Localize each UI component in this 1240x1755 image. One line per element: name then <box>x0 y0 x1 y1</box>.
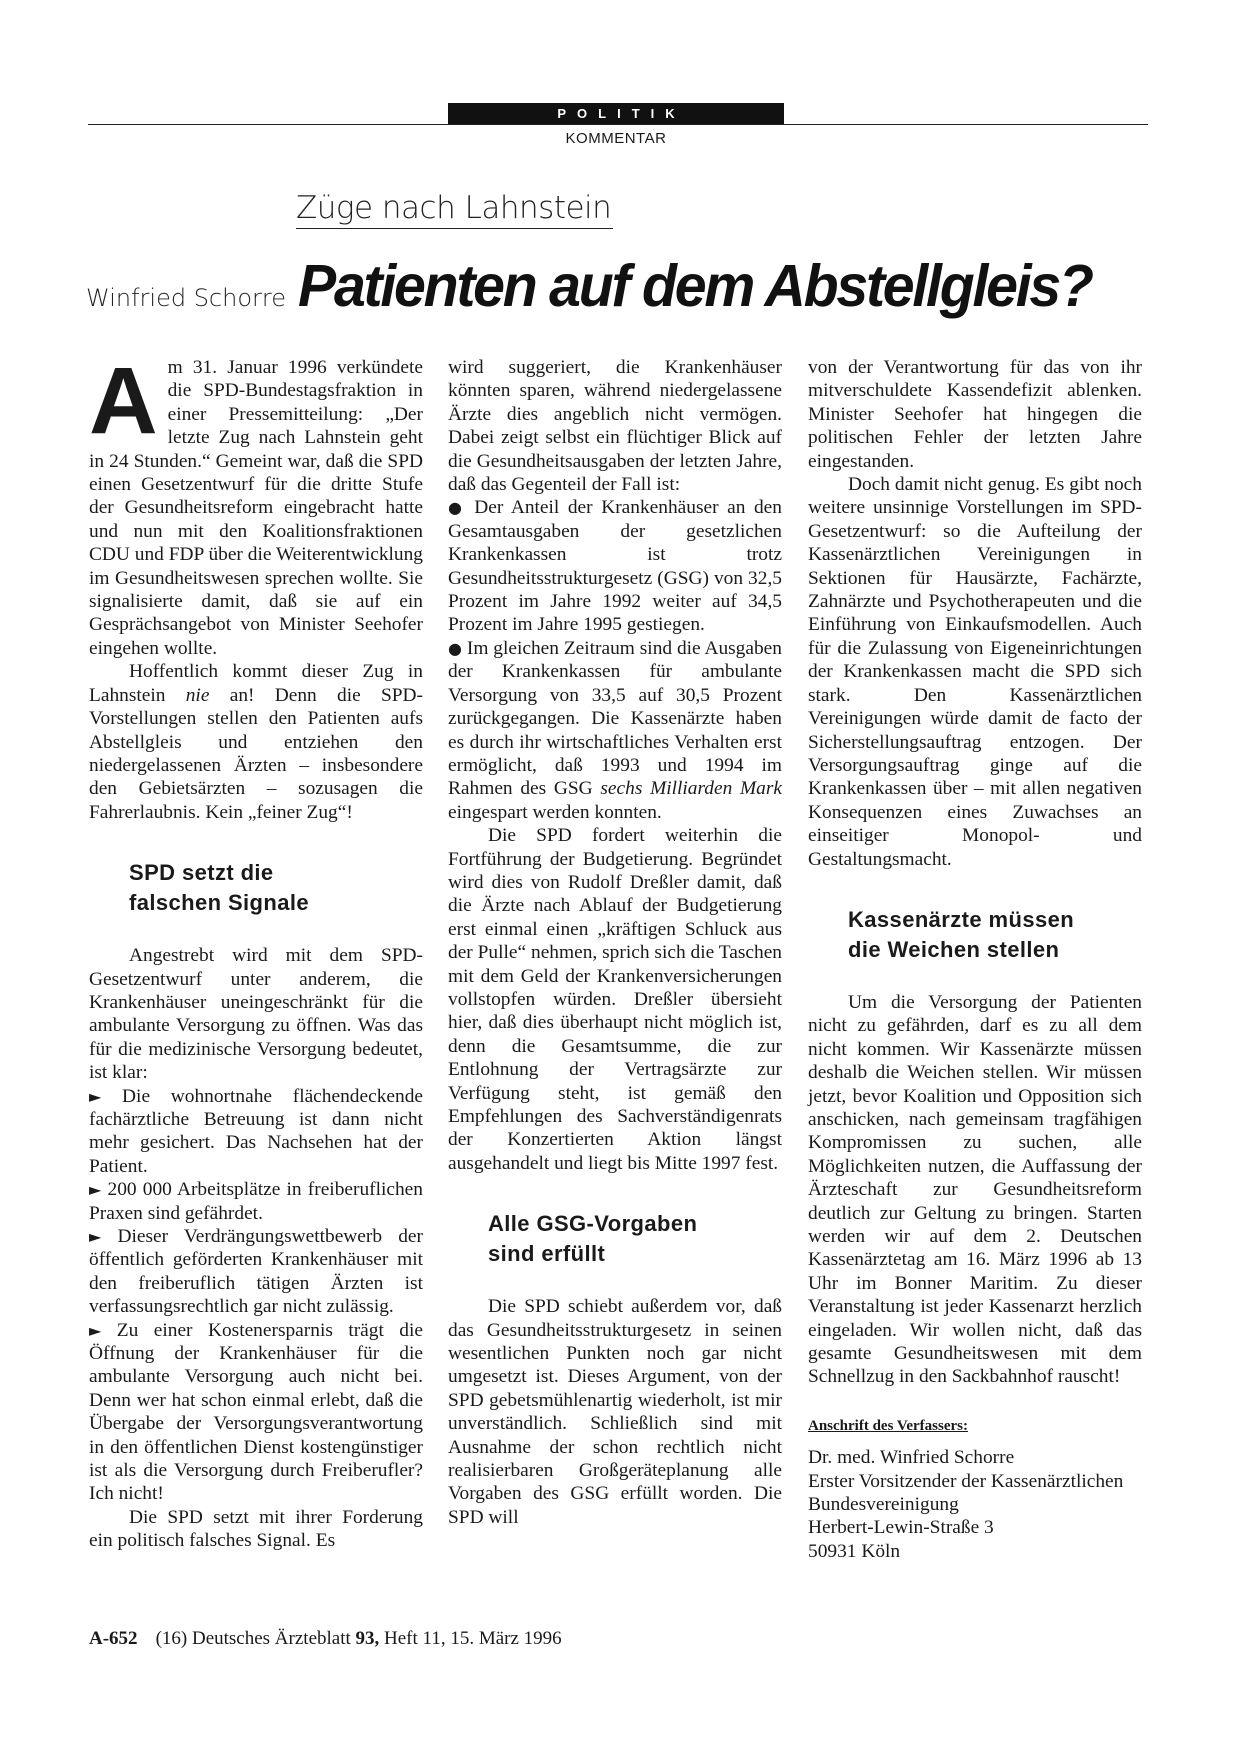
author-name: Winfried Schorre <box>86 284 286 312</box>
drop-cap: A <box>89 348 158 454</box>
article-headline: Patienten auf dem Abstellgleis? <box>298 253 1092 319</box>
page-footer <box>89 1628 562 1650</box>
paragraph: Die SPD fordert weiterhin die Fortführung der Budgetierung. Begründet wird dies von Rudolf Dreßler damit, daß die Ärzte nach Ablauf der Budgetierung erst einmal einen „kräftigen Schluck aus der Pulle“ nehmen, sprich sich die Taschen mit dem Geld der Krankenversicherungen vollstopfen würden. Dreßler übersieht hier, daß dies überhaupt nicht möglich ist, denn die Gesamtsumme, die zur Entlohnung der Vertragsärzte zur Verfügung steht, ist gemäß den Empfehlungen des Sachverständigenrats der Konzertierten Aktion längst ausgehandelt und liegt bis Mitte 1997 fest. <box>448 825 782 1174</box>
list-item: ● Im gleichen Zeitraum sind die Ausgaben der Krankenkassen für ambulante Versorgung von 33,5 auf 30,5 Prozent zurückgegangen. Die Kassenärzte haben es durch ihr wirtschaftliches Verhalten erst ermöglicht, daß 1993 und 1994 im Rahmen des GSG sechs Milliarden Mark eingespart werden konnten. <box>448 637 782 823</box>
arrow-icon: ► <box>89 1180 102 1200</box>
subheading: SPD setzt die falschen Signale <box>129 860 310 916</box>
author-address: Dr. med. Winfried Schorre Erster Vorsitzender der Kassenärztlichen Bundesvereinigung Herbert-Lewin-Straße 3 50931 Köln <box>808 1447 1124 1562</box>
paragraph: wird suggeriert, die Krankenhäuser könnten sparen, während niedergelassene Ärzte dies angeblich nicht vermögen. Dabei zeigt selbst ein flüchtiger Blick auf die Gesundheitsausgaben der letzten Jahre, daß das Gegenteil der Fall ist: <box>448 357 782 496</box>
arrow-icon: ► <box>89 1227 102 1246</box>
paragraph: Um die Versorgung der Patienten nicht zu gefährden, darf es zu all dem nicht kommen. Wir Kassenärzte müssen deshalb die Weichen stellen. Wir müssen jetzt, bevor Koalition und Opposition sich anschicken, nach gemeinsam tragfähigen Kompromissen zu suchen, alle Möglichkeiten nutzen, die Auffassung der Ärzteschaft zur Gesundheitsreform deutlich zur Geltung zu bringen. Starten werden wir auf dem 2. Deutschen Kassenärztetag am 16. März 1996 ab 13 Uhr im Bonner Maritim. Zu dieser Veranstaltung ist jeder Kassenarzt herzlich eingeladen. Wir wollen nicht, daß das gesamte Gesundheitswesen mit dem Schnellzug in den Sackbahnhof rauscht! <box>808 991 1142 1388</box>
paragraph: Hoffentlich kommt dieser Zug in Lahnstein nie an! Denn die SPD-Vorstellungen stellen den Patienten aufs Abstellgleis und entziehen den niedergelassenen Ärzten – insbesondere den Gebietsärzten – sozusagen die Fahrerlaubnis. Kein „feiner Zug“! <box>89 661 423 823</box>
list-item: ► 200 000 Arbeitsplätze in freiberuflichen Praxen sind gefährdet. <box>89 1179 423 1224</box>
list-item: ► Zu einer Kostenersparnis trägt die Öffnung der Krankenhäuser für die ambulante Versorgung auch nicht bei. Denn wer hat schon einmal erlebt, daß die Übergabe der Versorgungsverantwortung in den öffentlichen Dienst kostengünstiger ist als die Versorgung durch Freiberufler? Ich nicht! <box>89 1319 423 1505</box>
subheading: Alle GSG-Vorgaben sind erfüllt <box>488 1211 698 1267</box>
paragraph: Angestrebt wird mit dem SPD-Gesetzentwurf unter anderem, die Krankenhäuser uneingeschränkt für die ambulante Versorgung zu öffnen. Was das für die medizinische Versorgung bedeutet, ist klar: <box>89 945 423 1084</box>
page-number: A-652 <box>89 1628 138 1649</box>
article-kicker: Züge nach Lahnstein <box>296 190 613 229</box>
paragraph: Doch damit nicht genug. Es gibt noch weitere unsinnige Vorstellungen im SPD-Gesetzentwurf: so die Aufteilung der Kassenärztlichen Vereinigungen in Sektionen für Hausärzte, Fachärzte, Zahnärzte und Psychotherapeuten und die Einführung von Einkaufsmodellen. Auch für die Zulassung von Eigeneinrichtungen der Krankenkassen macht die SPD sich stark. Den Kassenärztlichen Vereinigungen würde damit de facto der Sicherstellungsauftrag entzogen. Der Versorgungsauftrag ginge auf die Krankenkassen über – mit allen negativen Konsequenzen eines Zuwachses an einseitiger Monopol- und Gestaltungsmacht. <box>808 474 1142 870</box>
subheading: Kassenärzte müssen die Weichen stellen <box>848 906 1075 962</box>
bullet-icon: ● <box>448 498 466 518</box>
subsection-label: KOMMENTAR <box>565 130 667 147</box>
citation: (16) Deutsches Ärzteblatt 93, Heft 11, 15. März 1996 <box>155 1628 562 1649</box>
list-item: ► Die wohnortnahe flächendeckende fachärztliche Betreuung ist dann nicht mehr gesichert. Das Nachsehen hat der Patient. <box>89 1085 423 1177</box>
bullet-icon: ● <box>448 638 462 658</box>
column-1 <box>89 348 423 1553</box>
paragraph: Die SPD schiebt außerdem vor, daß das Gesundheitsstrukturgesetz in seinen wesentlichen Punkten noch gar nicht umgesetzt ist. Dieses Argument, von der SPD gebetsmühlenartig wiederholt, ist mir unverständlich. Schließlich sind mit Ausnahme der schon rechtlich nicht realisierbaren Großgeräteplanung alle Vorgaben des GSG erfüllt worden. Die SPD will <box>448 1296 782 1528</box>
section-label: POLITIK <box>448 103 784 124</box>
paragraph: Am 31. Januar 1996 verkündete die SPD-Bundestagsfraktion in einer Pressemitteilung: „Der letzte Zug nach Lahnstein geht in 24 Stunden.“ Gemeint war, daß die SPD einen Gesetzentwurf für die dritte Stufe der Gesundheitsreform eingebracht hatte und nun mit den Koalitionsfraktionen CDU und FDP über die Weiterentwicklung im Gesundheitswesen sprechen wollte. Sie signalisierte damit, daß sie auf ein Gesprächsangebot von Minister Seehofer eingehen wollte. <box>89 348 423 659</box>
paragraph: Die SPD setzt mit ihrer Forderung ein politisch falsches Signal. Es <box>89 1506 423 1552</box>
header-rule <box>88 124 1148 125</box>
arrow-icon: ► <box>89 1320 102 1340</box>
list-item: ► Dieser Verdrängungswettbewerb der öffentlich geförderten Krankenhäuser mit den freiberuflich tätigen Ärzten ist verfassungsrechtlich gar nicht zulässig. <box>89 1226 423 1318</box>
column-3 <box>808 356 1142 1563</box>
list-item: ● Der Anteil der Krankenhäuser an den Gesamtausgaben der gesetzlichen Krankenkassen ist trotz Gesundheitsstrukturgesetz (GSG) von 32,5 Prozent im Jahre 1992 weiter auf 34,5 Prozent im Jahre 1995 gestiegen. <box>448 497 782 636</box>
arrow-icon: ► <box>89 1086 102 1106</box>
paragraph: von der Verantwortung für das von ihr mitverschuldete Kassendefizit ablenken. Minister Seehofer hat hingegen die politischen Fehler der letzten Jahre eingestanden. <box>808 357 1142 472</box>
column-2 <box>448 356 782 1529</box>
address-label: Anschrift des Verfassers: <box>808 1417 968 1434</box>
